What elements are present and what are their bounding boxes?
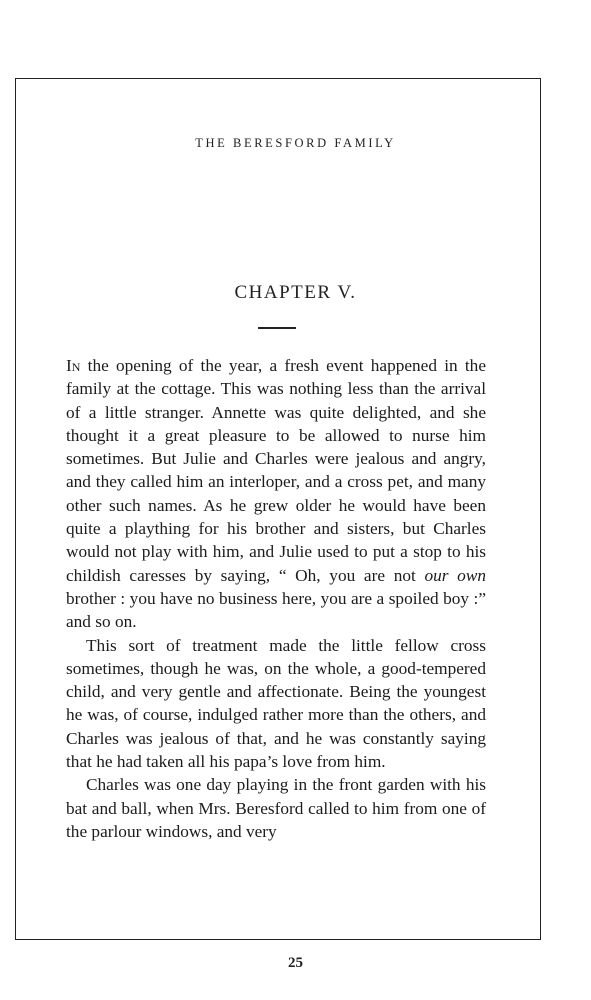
paragraph-1-text-b: brother : you have no business here, you are a spoiled boy :” and so on. bbox=[66, 588, 486, 632]
chapter-title: CHAPTER V. bbox=[234, 282, 357, 303]
paragraph-2: This sort of treatment made the little fellow cross sometimes, though he was, on the whole, a good-tempered child, and very gentle and affectionate. Being the youngest he was, of course, indulged rather more than the others, and Charles was jealous of that, and he was constantly saying that he had taken all his papa’s love from him. bbox=[66, 635, 486, 772]
page-number: 25 bbox=[288, 955, 303, 971]
emphasis-our-own: our own bbox=[424, 565, 486, 585]
body-text bbox=[66, 354, 486, 843]
paragraph-1-text-a: the opening of the year, a fresh event happened in the family at the cottage. This was nothing less than the arrival of a little stranger. Annette was quite delighted, and she thought it a great pleasure to be allowed to nurse him sometimes. But Julie and Charles were jealous and angry, and they called him an interloper, and a cross pet, and many other such names. As he grew older he would have been quite a plaything for his brother and sisters, but Charles would not play with him, and Julie used to put a stop to his childish caresses by saying, “ Oh, you are not bbox=[66, 356, 486, 585]
chapter-divider-rule bbox=[258, 327, 296, 329]
running-head: THE BERESFORD FAMILY bbox=[195, 136, 396, 150]
paragraph-1 bbox=[66, 354, 486, 634]
paragraph-3: Charles was one day playing in the front garden with his bat and ball, when Mrs. Beresford called to him from one of the parlour windows, and very bbox=[66, 775, 486, 841]
opening-small-caps-word: In bbox=[66, 356, 81, 375]
